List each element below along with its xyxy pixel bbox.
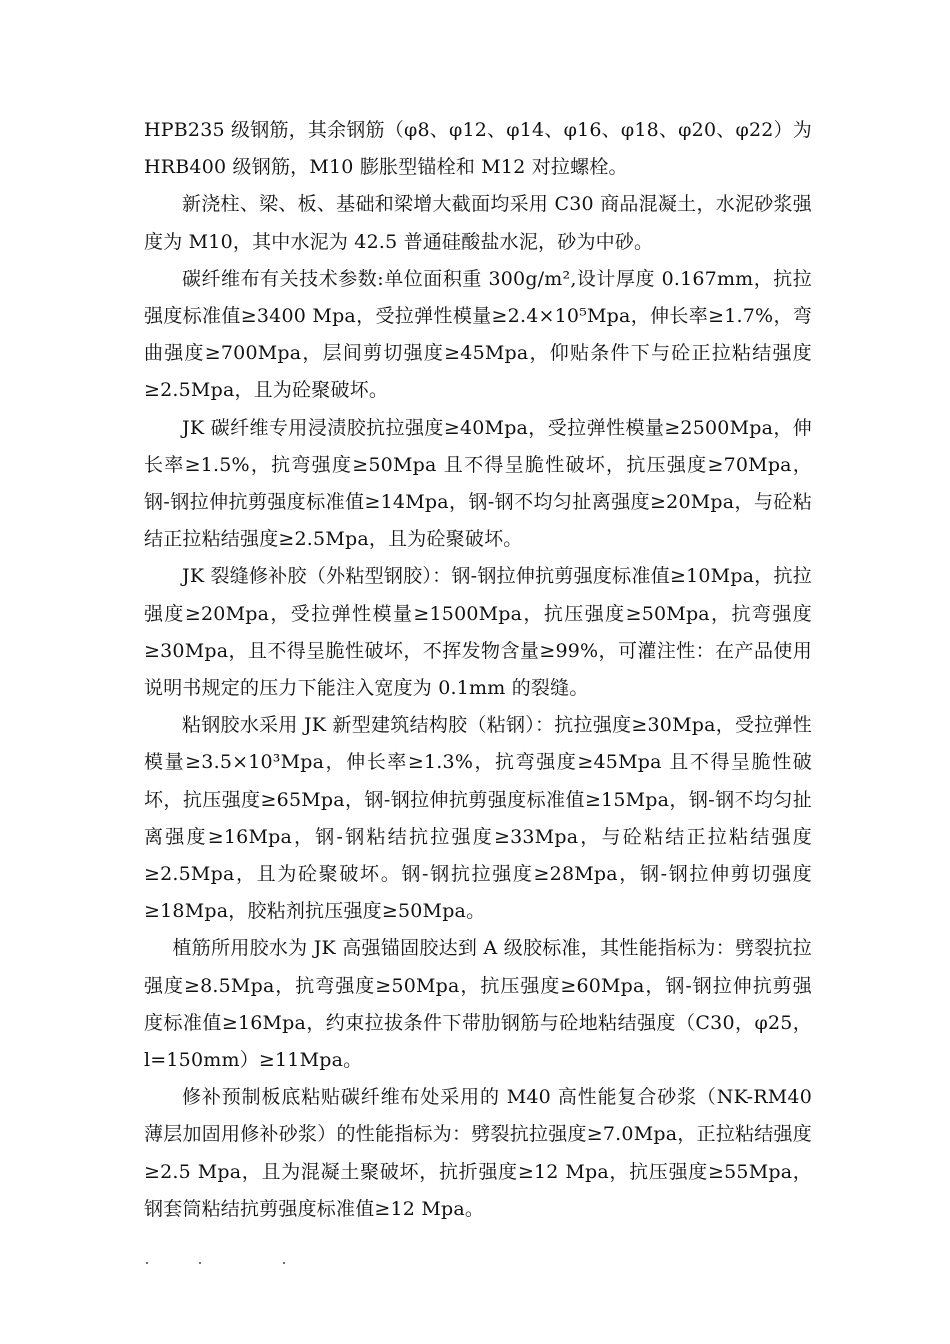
footer-dot bbox=[199, 1262, 201, 1264]
document-body bbox=[144, 112, 812, 1228]
paragraph-carbon-fiber-cloth: 碳纤维布有关技术参数:单位面积重 300g/m²,设计厚度 0.167mm，抗拉强度标准值≥3400 Mpa，受拉弹性模量≥2.4×10⁵Mpa，伸长率≥1.7%，弯曲强度≥700Mpa，层间剪切强度≥45Mpa，仰贴条件下与砼正拉粘结强度≥2.5Mpa，且为砼聚破坏。 bbox=[144, 267, 812, 402]
paragraph-steel-bonding-adhesive: 粘钢胶水采用 JK 新型建筑结构胶（粘钢）：抗拉强度≥30Mpa，受拉弹性模量≥3.5×10³Mpa，伸长率≥1.3%，抗弯强度≥45Mpa 且不得呈脆性破坏，抗压强度≥65Mpa，钢-钢拉伸抗剪强度标准值≥15Mpa，钢-钢不均匀扯离强度≥16Mpa，钢-钢粘结抗拉强度≥33Mpa，与砼粘结正拉粘结强度≥2.5Mpa，且为砼聚破坏。钢-钢抗拉强度≥28Mpa，钢-钢拉伸剪切强度≥18Mpa，胶粘剂抗压强度≥50Mpa。 bbox=[144, 714, 812, 923]
paragraph-repair-mortar: 修补预制板底粘贴碳纤维布处采用的 M40 高性能复合砂浆（NK-RM40薄层加固用修补砂浆）的性能指标为：劈裂抗拉强度≥7.0Mpa，正拉粘结强度≥2.5 Mpa，且为混凝土聚破坏，抗折强度≥12 Mpa，抗压强度≥55Mpa，钢套筒粘结抗剪强度标准值≥12 Mpa。 bbox=[144, 1086, 812, 1220]
footer-dots bbox=[0, 1258, 950, 1268]
footer-dot bbox=[146, 1262, 148, 1264]
paragraph-impregnating-adhesive: JK 碳纤维专用浸渍胶抗拉强度≥40Mpa，受拉弹性模量≥2500Mpa，伸长率≥1.5%，抗弯强度≥50Mpa 且不得呈脆性破坏，抗压强度≥70Mpa，钢-钢拉伸抗剪强度标准值≥14Mpa，钢-钢不均匀扯离强度≥20Mpa，与砼粘结正拉粘结强度≥2.5Mpa，且为砼聚破坏。 bbox=[144, 416, 812, 551]
paragraph-rebar-grades: HPB235 级钢筋，其余钢筋（φ8、φ12、φ14、φ16、φ18、φ20、φ22）为 HRB400 级钢筋，M10 膨胀型锚栓和 M12 对拉螺栓。 bbox=[144, 119, 812, 179]
paragraph-crack-repair-adhesive: JK 裂缝修补胶（外粘型钢胶）：钢-钢拉伸抗剪强度标准值≥10Mpa，抗拉强度≥20Mpa，受拉弹性模量≥1500Mpa，抗压强度≥50Mpa，抗弯强度≥30Mpa，且不得呈脆性破坏，不挥发物含量≥99%，可灌注性：在产品使用说明书规定的压力下能注入宽度为 0.1mm 的裂缝。 bbox=[144, 565, 812, 700]
paragraph-concrete-mortar: 新浇柱、梁、板、基础和梁增大截面均采用 C30 商品混凝土，水泥砂浆强度为 M10，其中水泥为 42.5 普通硅酸盐水泥，砂为中砂。 bbox=[144, 193, 812, 253]
footer-dot bbox=[283, 1262, 285, 1264]
paragraph-anchoring-adhesive: 植筋所用胶水为 JK 高强锚固胶达到 A 级胶标准，其性能指标为：劈裂抗拉强度≥8.5Mpa，抗弯强度≥50Mpa，抗压强度≥60Mpa，钢-钢拉伸抗剪强度标准值≥16Mpa，约束拉拔条件下带肋钢筋与砼地粘结强度（C30，φ25，l=150mm）≥11Mpa。 bbox=[144, 937, 812, 1072]
